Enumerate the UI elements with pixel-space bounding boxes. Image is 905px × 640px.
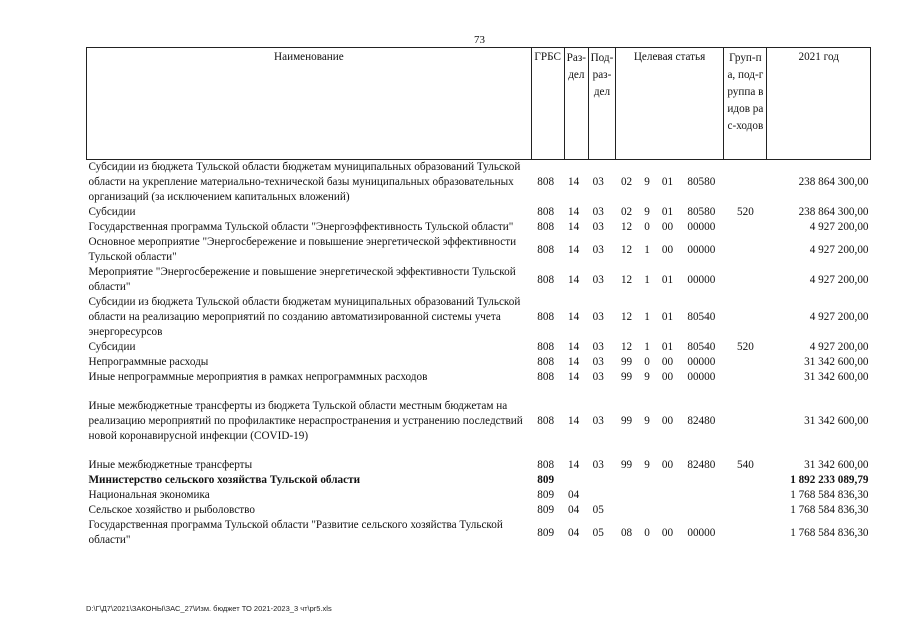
row-target-3: [656, 503, 679, 518]
row-target-1: 02: [620, 206, 633, 218]
row-group: 520: [737, 206, 754, 218]
row-target-4: 00000: [687, 371, 716, 383]
row-target-4: 80540: [687, 311, 716, 323]
row-grbs: 808: [537, 273, 555, 286]
row-amount: 31 342 600,00: [804, 459, 869, 471]
row-razdel: 14: [568, 415, 580, 427]
row-razdel: 14: [568, 206, 580, 218]
row-target-3: [656, 473, 679, 488]
row-target-2: 1: [644, 341, 650, 353]
row-amount: 4 927 200,00: [809, 311, 869, 323]
row-target-3: 00: [661, 526, 674, 539]
table-row: [87, 265, 871, 295]
row-group: [724, 220, 767, 235]
row-target-2: 9: [644, 415, 650, 427]
row-amount: 1 768 584 836,30: [790, 526, 869, 539]
row-amount: 4 927 200,00: [809, 243, 869, 256]
table-row: [87, 503, 871, 518]
row-amount: 238 864 300,00: [798, 176, 869, 188]
row-grbs: 808: [537, 311, 555, 323]
row-target-3: 01: [661, 311, 674, 323]
row-target-1: 99: [620, 459, 633, 471]
table-row: [87, 355, 871, 370]
row-target-4: [679, 473, 724, 488]
row-target-3: 00: [661, 415, 674, 427]
row-amount: 4 927 200,00: [809, 221, 869, 233]
row-razdel: 04: [568, 504, 580, 516]
row-target-3: 01: [661, 341, 674, 353]
row-amount: 1 768 584 836,30: [790, 489, 869, 501]
header-year: 2021 год: [767, 48, 871, 160]
row-target-2: 0: [644, 526, 650, 539]
table-row: [87, 220, 871, 235]
row-podrazdel: 03: [592, 371, 604, 383]
row-target-2: 1: [644, 243, 650, 256]
row-podrazdel: 03: [592, 273, 604, 286]
row-target-2: [638, 503, 656, 518]
row-target-1: [615, 473, 638, 488]
row-podrazdel: [589, 488, 616, 503]
row-target-2: 9: [644, 206, 650, 218]
row-group: 540: [737, 459, 754, 471]
row-grbs: 808: [537, 341, 555, 353]
row-group: [724, 235, 767, 265]
row-target-4: 00000: [687, 356, 716, 368]
row-target-1: 12: [620, 221, 633, 233]
row-grbs: 808: [537, 206, 555, 218]
row-podrazdel: 03: [592, 206, 604, 218]
row-group: [724, 160, 767, 206]
row-group: [724, 518, 767, 548]
row-group: [724, 503, 767, 518]
row-razdel: 14: [568, 341, 580, 353]
row-target-3: 00: [661, 459, 674, 471]
row-razdel: 14: [568, 371, 580, 383]
row-group: [724, 295, 767, 340]
row-target-1: 99: [620, 356, 633, 368]
row-target-1: 99: [620, 371, 633, 383]
row-podrazdel: 03: [592, 176, 604, 188]
row-target-4: 82480: [687, 415, 716, 427]
table-row: [87, 340, 871, 355]
row-amount: 4 927 200,00: [809, 341, 869, 353]
table-header: [87, 48, 871, 160]
table-row: [87, 488, 871, 503]
row-name: Субсидии из бюджета Тульской области бюджетам муниципальных образований Тульской области на укрепление материально-технической базы муниципальных образовательных организаций (за исключением капитальных вложений): [88, 161, 521, 203]
row-name: Государственная программа Тульской области "Развитие сельского хозяйства Тульской области": [88, 519, 503, 546]
row-group: [724, 488, 767, 503]
row-target-2: [638, 473, 656, 488]
table-row: [87, 160, 871, 206]
header-group: Груп-па, под-группа видов рас-ходов: [724, 48, 767, 160]
row-podrazdel: 03: [592, 311, 604, 323]
row-razdel: 14: [568, 176, 580, 188]
row-razdel: [564, 473, 589, 488]
row-razdel: 04: [568, 526, 580, 539]
row-target-4: 80540: [687, 341, 716, 353]
row-target-3: [656, 488, 679, 503]
row-name: Непрограммные расходы: [88, 356, 209, 368]
row-grbs: 808: [537, 459, 555, 471]
row-razdel: 14: [568, 311, 580, 323]
row-name: Министерство сельского хозяйства Тульской области: [88, 474, 361, 486]
table-body: [87, 160, 871, 549]
row-amount: 1 892 233 089,79: [790, 474, 869, 486]
row-target-3: 00: [661, 371, 674, 383]
row-name: Иные межбюджетные трансферты: [88, 459, 253, 471]
row-target-3: 00: [661, 221, 674, 233]
row-podrazdel: 03: [592, 243, 604, 256]
row-target-1: 12: [620, 311, 633, 323]
row-amount: 238 864 300,00: [798, 206, 869, 218]
row-podrazdel: [589, 473, 616, 488]
row-target-2: 9: [644, 176, 650, 188]
row-grbs: 808: [537, 243, 555, 256]
row-target-2: 1: [644, 273, 650, 286]
row-group: 520: [737, 341, 754, 353]
file-path-footer: D:\Г\Д7\2021\ЗАКОНЫ\ЗАС_27\Изм. бюджет ТО 2021-2023_3 чт\pr5.xls: [86, 604, 332, 613]
row-podrazdel: 03: [592, 341, 604, 353]
row-group: [724, 370, 767, 385]
row-target-2: 1: [644, 311, 650, 323]
row-target-4: 80580: [687, 176, 716, 188]
row-target-4: 00000: [687, 273, 716, 286]
row-group: [724, 385, 767, 458]
row-amount: 31 342 600,00: [804, 415, 869, 427]
row-podrazdel: 03: [592, 356, 604, 368]
row-group: [724, 265, 767, 295]
row-grbs: 808: [537, 415, 555, 427]
row-razdel: 04: [568, 489, 580, 501]
row-target-4: 00000: [687, 221, 716, 233]
row-name: Субсидии из бюджета Тульской области бюджетам муниципальных образований Тульской области на реализацию мероприятий по созданию автоматизированной системы учета энергоресурсов: [88, 296, 521, 338]
row-target-3: 01: [661, 206, 674, 218]
table-row: [87, 235, 871, 265]
row-target-3: 01: [661, 273, 674, 286]
row-razdel: 14: [568, 459, 580, 471]
table-row: [87, 458, 871, 473]
row-name: Иные непрограммные мероприятия в рамках непрограммных расходов: [88, 371, 428, 383]
row-target-4: 00000: [687, 526, 716, 539]
row-grbs: 808: [537, 176, 555, 188]
row-grbs: 808: [537, 356, 555, 368]
row-grbs: 809: [537, 504, 555, 516]
row-amount: 31 342 600,00: [804, 356, 869, 368]
budget-table: [86, 47, 871, 548]
row-target-3: 00: [661, 356, 674, 368]
row-name: Субсидии: [88, 206, 136, 218]
row-target-1: 08: [620, 526, 633, 539]
row-target-2: 0: [644, 356, 650, 368]
row-group: [724, 355, 767, 370]
row-podrazdel: 03: [592, 221, 604, 233]
table-row: [87, 473, 871, 488]
header-target: Целевая статья: [615, 48, 724, 160]
row-target-1: 12: [620, 243, 633, 256]
table-row: [87, 518, 871, 548]
row-amount: 31 342 600,00: [804, 371, 869, 383]
row-grbs: 809: [537, 489, 555, 501]
row-target-1: [615, 503, 638, 518]
row-target-3: 01: [661, 176, 674, 188]
row-name: Национальная экономика: [88, 489, 210, 501]
row-amount: 4 927 200,00: [809, 273, 869, 286]
row-target-4: 00000: [687, 243, 716, 256]
row-target-2: 0: [644, 221, 650, 233]
table-row: [87, 205, 871, 220]
table-row: [87, 370, 871, 385]
row-grbs: 809: [537, 474, 555, 486]
row-target-1: 99: [620, 415, 633, 427]
row-grbs: 809: [537, 526, 555, 539]
header-grbs: ГРБС: [531, 48, 564, 160]
row-amount: 1 768 584 836,30: [790, 504, 869, 516]
row-target-3: 00: [661, 243, 674, 256]
row-target-4: 80580: [687, 206, 716, 218]
row-name: Иные межбюджетные трансферты из бюджета Тульской области местным бюджетам на реализацию мероприятий по профилактике нераспространения и устранению последствий новой коронавирусной инфекции (COVID-19): [88, 400, 523, 442]
header-razdel: Раз-дел: [564, 48, 589, 160]
row-razdel: 14: [568, 221, 580, 233]
row-target-4: 82480: [687, 459, 716, 471]
page-number: 73: [474, 34, 485, 46]
row-razdel: 14: [568, 356, 580, 368]
row-name: Государственная программа Тульской области "Энергоэффективность Тульской области": [88, 221, 514, 233]
row-podrazdel: 03: [592, 459, 604, 471]
row-podrazdel: 05: [592, 526, 604, 539]
row-target-2: 9: [644, 459, 650, 471]
row-target-2: 9: [644, 371, 650, 383]
row-grbs: 808: [537, 221, 555, 233]
row-razdel: 14: [568, 243, 580, 256]
row-target-1: 12: [620, 341, 633, 353]
row-podrazdel: 05: [592, 504, 604, 516]
row-target-1: 02: [620, 176, 633, 188]
row-name: Субсидии: [88, 341, 136, 353]
header-name: Наименование: [87, 48, 532, 160]
row-name: Мероприятие "Энергосбережение и повышение энергетической эффективности Тульской области": [88, 266, 516, 293]
row-target-4: [679, 503, 724, 518]
row-name: Сельское хозяйство и рыболовство: [88, 504, 255, 516]
row-group: [724, 473, 767, 488]
row-target-4: [679, 488, 724, 503]
table-row: [87, 295, 871, 340]
row-podrazdel: 03: [592, 415, 604, 427]
row-grbs: 808: [537, 371, 555, 383]
row-target-2: [638, 488, 656, 503]
table-row: [87, 385, 871, 458]
header-podrazdel: Под-раз-дел: [589, 48, 616, 160]
row-razdel: 14: [568, 273, 580, 286]
row-target-1: 12: [620, 273, 633, 286]
row-target-1: [615, 488, 638, 503]
row-name: Основное мероприятие "Энергосбережение и повышение энергетической эффективности Тульской области": [88, 236, 517, 263]
